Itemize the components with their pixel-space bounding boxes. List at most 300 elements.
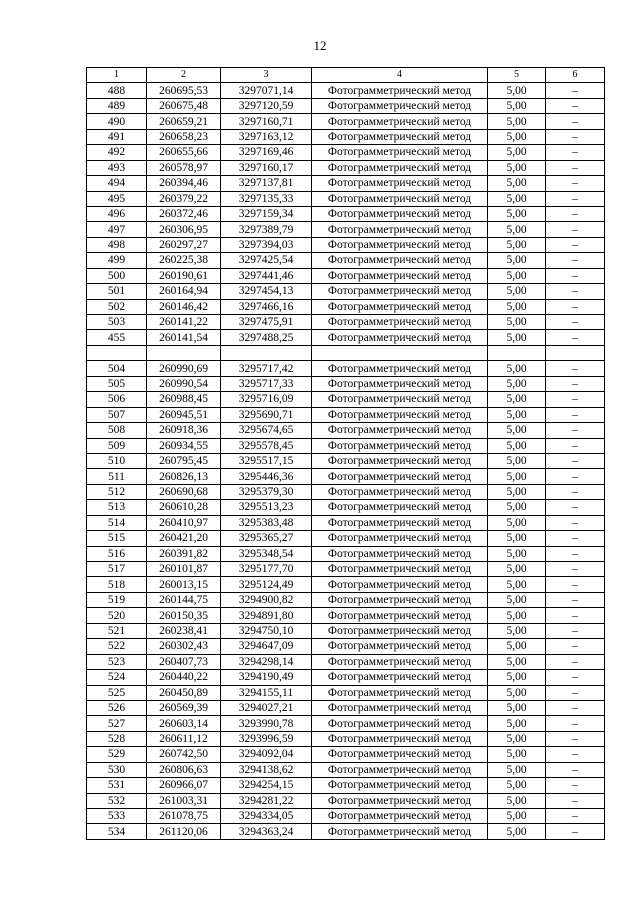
table-cell: 3297137,81 xyxy=(221,176,312,191)
table-cell: – xyxy=(546,315,605,330)
table-row xyxy=(87,639,605,654)
table-cell: – xyxy=(546,407,605,422)
table-row xyxy=(87,531,605,546)
table-cell: 260146,42 xyxy=(147,299,221,314)
table-cell: – xyxy=(546,392,605,407)
table-row xyxy=(87,176,605,191)
table-cell: 260806,63 xyxy=(147,762,221,777)
table-cell xyxy=(546,345,605,360)
table-cell: – xyxy=(546,191,605,206)
table-cell: 260440,22 xyxy=(147,670,221,685)
column-header: 2 xyxy=(147,68,221,83)
table-cell: 3294027,21 xyxy=(221,700,312,715)
table-cell: – xyxy=(546,592,605,607)
table-cell: 261003,31 xyxy=(147,793,221,808)
table-row xyxy=(87,515,605,530)
table-cell: 3295379,30 xyxy=(221,484,312,499)
table-cell: 3294334,05 xyxy=(221,809,312,824)
table-cell: 509 xyxy=(87,438,147,453)
table-cell: 517 xyxy=(87,562,147,577)
table-cell: 3297466,16 xyxy=(221,299,312,314)
table-cell: 3294092,04 xyxy=(221,747,312,762)
column-header: 1 xyxy=(87,68,147,83)
table-cell: Фотограмметрический метод xyxy=(312,639,488,654)
table-row xyxy=(87,407,605,422)
table-row xyxy=(87,438,605,453)
table-cell: 3294900,82 xyxy=(221,592,312,607)
table-cell: 260675,48 xyxy=(147,98,221,113)
table-cell: 5,00 xyxy=(488,284,546,299)
table-row xyxy=(87,778,605,793)
table-cell: – xyxy=(546,176,605,191)
table-cell: 5,00 xyxy=(488,793,546,808)
table-row xyxy=(87,299,605,314)
table-cell: 500 xyxy=(87,268,147,283)
table-cell: 520 xyxy=(87,608,147,623)
table-cell: – xyxy=(546,577,605,592)
table-cell: 260297,27 xyxy=(147,237,221,252)
table-cell: 260918,36 xyxy=(147,423,221,438)
table-cell: Фотограмметрический метод xyxy=(312,376,488,391)
table-cell: 5,00 xyxy=(488,716,546,731)
table-cell: – xyxy=(546,747,605,762)
table-cell: 529 xyxy=(87,747,147,762)
table-cell: 3295177,70 xyxy=(221,562,312,577)
table-cell: 260450,89 xyxy=(147,685,221,700)
table-cell: 3293990,78 xyxy=(221,716,312,731)
table-cell: 3297454,13 xyxy=(221,284,312,299)
table-cell: 3295365,27 xyxy=(221,531,312,546)
table-cell: 260306,95 xyxy=(147,222,221,237)
table-cell: 5,00 xyxy=(488,453,546,468)
table-cell: Фотограмметрический метод xyxy=(312,145,488,160)
table-cell: Фотограмметрический метод xyxy=(312,114,488,129)
table-row xyxy=(87,592,605,607)
table-cell: 3295446,36 xyxy=(221,469,312,484)
table-row xyxy=(87,237,605,252)
table-cell: Фотограмметрический метод xyxy=(312,670,488,685)
table-row xyxy=(87,654,605,669)
column-header: 4 xyxy=(312,68,488,83)
table-cell: 5,00 xyxy=(488,685,546,700)
table-cell: 260379,22 xyxy=(147,191,221,206)
table-cell: 260934,55 xyxy=(147,438,221,453)
table-cell: 499 xyxy=(87,253,147,268)
table-cell: 503 xyxy=(87,315,147,330)
table-cell: 496 xyxy=(87,206,147,221)
table-cell: 260372,46 xyxy=(147,206,221,221)
table-cell xyxy=(147,345,221,360)
table-cell: 531 xyxy=(87,778,147,793)
table-cell: 260990,54 xyxy=(147,376,221,391)
table-cell: 521 xyxy=(87,623,147,638)
table-row xyxy=(87,793,605,808)
table-cell: 3297394,03 xyxy=(221,237,312,252)
table-cell: Фотограмметрический метод xyxy=(312,361,488,376)
table-cell: 260144,75 xyxy=(147,592,221,607)
table-row xyxy=(87,608,605,623)
table-cell: 260394,46 xyxy=(147,176,221,191)
page-number: 12 xyxy=(313,38,327,53)
table-cell: 489 xyxy=(87,98,147,113)
table-cell: 3295513,23 xyxy=(221,500,312,515)
table-cell: Фотограмметрический метод xyxy=(312,546,488,561)
table-row xyxy=(87,546,605,561)
table-cell: Фотограмметрический метод xyxy=(312,608,488,623)
table-cell xyxy=(488,345,546,360)
table-cell: 512 xyxy=(87,484,147,499)
table-cell: 3294750,10 xyxy=(221,623,312,638)
table-cell: 508 xyxy=(87,423,147,438)
table-cell: 501 xyxy=(87,284,147,299)
table-cell: 260141,54 xyxy=(147,330,221,345)
table-cell: 3294281,22 xyxy=(221,793,312,808)
table-row xyxy=(87,206,605,221)
table-cell: – xyxy=(546,546,605,561)
table-cell: 3295383,48 xyxy=(221,515,312,530)
table-cell: – xyxy=(546,639,605,654)
table-cell: – xyxy=(546,129,605,144)
table-cell: – xyxy=(546,809,605,824)
table-cell: Фотограмметрический метод xyxy=(312,793,488,808)
table-cell: – xyxy=(546,361,605,376)
table-cell: Фотограмметрический метод xyxy=(312,654,488,669)
table-cell: 260795,45 xyxy=(147,453,221,468)
table-cell: 260695,53 xyxy=(147,83,221,98)
table-cell: 513 xyxy=(87,500,147,515)
table-cell: – xyxy=(546,515,605,530)
table-cell: 260569,39 xyxy=(147,700,221,715)
table-cell: Фотограмметрический метод xyxy=(312,330,488,345)
table-cell: 527 xyxy=(87,716,147,731)
table-row xyxy=(87,469,605,484)
table-cell: 5,00 xyxy=(488,392,546,407)
table-cell: Фотограмметрический метод xyxy=(312,83,488,98)
table-cell: 5,00 xyxy=(488,747,546,762)
table-cell: 260658,23 xyxy=(147,129,221,144)
table-cell: 534 xyxy=(87,824,147,839)
table-cell: 5,00 xyxy=(488,623,546,638)
table-cell: 5,00 xyxy=(488,824,546,839)
table-cell: Фотограмметрический метод xyxy=(312,315,488,330)
table-cell: Фотограмметрический метод xyxy=(312,747,488,762)
table-cell: 495 xyxy=(87,191,147,206)
table-row xyxy=(87,824,605,839)
table-cell: 5,00 xyxy=(488,129,546,144)
table-cell: Фотограмметрический метод xyxy=(312,284,488,299)
table-cell: 260302,43 xyxy=(147,639,221,654)
table-cell: 492 xyxy=(87,145,147,160)
table-cell: 3294190,49 xyxy=(221,670,312,685)
table-cell: – xyxy=(546,654,605,669)
table-cell: 260990,69 xyxy=(147,361,221,376)
table-row xyxy=(87,809,605,824)
table-row xyxy=(87,762,605,777)
table-cell xyxy=(312,345,488,360)
table-cell: – xyxy=(546,253,605,268)
table-cell: 5,00 xyxy=(488,376,546,391)
table-cell: 5,00 xyxy=(488,515,546,530)
table-cell: – xyxy=(546,670,605,685)
table-cell: 3297169,46 xyxy=(221,145,312,160)
table-cell: 515 xyxy=(87,531,147,546)
table-cell: 490 xyxy=(87,114,147,129)
table-cell: 260742,50 xyxy=(147,747,221,762)
table-row xyxy=(87,453,605,468)
table-row-separator xyxy=(87,345,605,360)
table-cell: 260966,07 xyxy=(147,778,221,793)
table-cell: Фотограмметрический метод xyxy=(312,623,488,638)
table-cell: Фотограмметрический метод xyxy=(312,191,488,206)
table-cell: – xyxy=(546,423,605,438)
table-cell: – xyxy=(546,778,605,793)
table-cell: – xyxy=(546,206,605,221)
table-cell: 5,00 xyxy=(488,237,546,252)
table-cell: Фотограмметрический метод xyxy=(312,129,488,144)
table-cell: 3295674,65 xyxy=(221,423,312,438)
table-cell: 5,00 xyxy=(488,562,546,577)
table-cell: 5,00 xyxy=(488,361,546,376)
table-cell: 260410,97 xyxy=(147,515,221,530)
table-cell: 497 xyxy=(87,222,147,237)
table-row xyxy=(87,253,605,268)
table-cell: – xyxy=(546,160,605,175)
table-cell: 3297425,54 xyxy=(221,253,312,268)
table-cell: 504 xyxy=(87,361,147,376)
table-cell: 3294138,62 xyxy=(221,762,312,777)
table-row xyxy=(87,222,605,237)
table-cell: – xyxy=(546,731,605,746)
table-cell: 5,00 xyxy=(488,639,546,654)
table-cell: – xyxy=(546,438,605,453)
table-row xyxy=(87,145,605,160)
table-cell: Фотограмметрический метод xyxy=(312,176,488,191)
table-cell: 3295348,54 xyxy=(221,546,312,561)
table-cell: 494 xyxy=(87,176,147,191)
table-cell: Фотограмметрический метод xyxy=(312,531,488,546)
table-cell: 260238,41 xyxy=(147,623,221,638)
table-cell: 5,00 xyxy=(488,145,546,160)
table-cell: 488 xyxy=(87,83,147,98)
table-body xyxy=(87,83,605,839)
table-cell: 5,00 xyxy=(488,546,546,561)
table-cell: Фотограмметрический метод xyxy=(312,809,488,824)
table-cell: 5,00 xyxy=(488,592,546,607)
table-cell: 3297160,71 xyxy=(221,114,312,129)
table-row xyxy=(87,670,605,685)
table-row xyxy=(87,747,605,762)
table-cell: 5,00 xyxy=(488,407,546,422)
table-cell: 5,00 xyxy=(488,438,546,453)
table-cell: 5,00 xyxy=(488,500,546,515)
table-row xyxy=(87,98,605,113)
table-cell: 524 xyxy=(87,670,147,685)
table-cell: – xyxy=(546,330,605,345)
table-cell: 532 xyxy=(87,793,147,808)
table-cell: 260101,87 xyxy=(147,562,221,577)
table-cell: 5,00 xyxy=(488,253,546,268)
table-cell: 516 xyxy=(87,546,147,561)
table-cell: 260603,14 xyxy=(147,716,221,731)
table-row xyxy=(87,731,605,746)
table-cell: 260826,13 xyxy=(147,469,221,484)
table-cell: 261120,06 xyxy=(147,824,221,839)
table-cell: 5,00 xyxy=(488,731,546,746)
table-cell: 5,00 xyxy=(488,191,546,206)
table-row xyxy=(87,83,605,98)
table-cell: 3295517,15 xyxy=(221,453,312,468)
table-cell: 260659,21 xyxy=(147,114,221,129)
table-cell: Фотограмметрический метод xyxy=(312,222,488,237)
table-cell: 260407,73 xyxy=(147,654,221,669)
table-row xyxy=(87,330,605,345)
table-cell: Фотограмметрический метод xyxy=(312,268,488,283)
table-cell: 5,00 xyxy=(488,176,546,191)
table-cell: 514 xyxy=(87,515,147,530)
table-row xyxy=(87,716,605,731)
table-cell: 3293996,59 xyxy=(221,731,312,746)
table-cell: 3297120,59 xyxy=(221,98,312,113)
table-cell: 5,00 xyxy=(488,762,546,777)
column-header: 5 xyxy=(488,68,546,83)
table-cell: Фотограмметрический метод xyxy=(312,453,488,468)
table-cell: 5,00 xyxy=(488,160,546,175)
table-cell: – xyxy=(546,299,605,314)
table-cell: 3297071,14 xyxy=(221,83,312,98)
table-cell: Фотограмметрический метод xyxy=(312,515,488,530)
table-cell: 507 xyxy=(87,407,147,422)
table-cell: 3295716,09 xyxy=(221,392,312,407)
table-cell: Фотограмметрический метод xyxy=(312,592,488,607)
table-row xyxy=(87,500,605,515)
table-cell: Фотограмметрический метод xyxy=(312,577,488,592)
table-cell: 519 xyxy=(87,592,147,607)
table-cell: – xyxy=(546,284,605,299)
table-cell: Фотограмметрический метод xyxy=(312,685,488,700)
table-cell: 5,00 xyxy=(488,315,546,330)
table-cell: 518 xyxy=(87,577,147,592)
table-cell: 505 xyxy=(87,376,147,391)
table-cell: Фотограмметрический метод xyxy=(312,731,488,746)
table-cell: Фотограмметрический метод xyxy=(312,392,488,407)
table-cell: Фотограмметрический метод xyxy=(312,98,488,113)
table-row xyxy=(87,562,605,577)
table-cell: – xyxy=(546,700,605,715)
table-cell: – xyxy=(546,268,605,283)
table-cell: 5,00 xyxy=(488,469,546,484)
table-cell: – xyxy=(546,500,605,515)
table-row xyxy=(87,114,605,129)
table-cell: 3295717,42 xyxy=(221,361,312,376)
table-cell: 260150,35 xyxy=(147,608,221,623)
table-cell: 5,00 xyxy=(488,778,546,793)
table-cell: 533 xyxy=(87,809,147,824)
table-cell: 261078,75 xyxy=(147,809,221,824)
table-cell: Фотограмметрический метод xyxy=(312,700,488,715)
table-cell: 455 xyxy=(87,330,147,345)
table-cell: Фотограмметрический метод xyxy=(312,716,488,731)
table-cell: – xyxy=(546,562,605,577)
table-cell: – xyxy=(546,608,605,623)
table-cell: – xyxy=(546,237,605,252)
table-row xyxy=(87,392,605,407)
table-cell: – xyxy=(546,716,605,731)
table-cell: 5,00 xyxy=(488,531,546,546)
table-cell: 260421,20 xyxy=(147,531,221,546)
table-cell: 5,00 xyxy=(488,700,546,715)
table-cell: – xyxy=(546,83,605,98)
table-row xyxy=(87,376,605,391)
table-row xyxy=(87,268,605,283)
table-cell: 5,00 xyxy=(488,423,546,438)
table-row xyxy=(87,423,605,438)
table-cell: 260945,51 xyxy=(147,407,221,422)
table-cell: 5,00 xyxy=(488,670,546,685)
table-cell: 506 xyxy=(87,392,147,407)
column-header: 3 xyxy=(221,68,312,83)
table-cell: 260690,68 xyxy=(147,484,221,499)
table-cell: 3297159,34 xyxy=(221,206,312,221)
table-cell: 5,00 xyxy=(488,654,546,669)
table-cell: 5,00 xyxy=(488,114,546,129)
table-cell: – xyxy=(546,453,605,468)
coordinates-table xyxy=(86,67,605,840)
table-cell: 3297488,25 xyxy=(221,330,312,345)
table-row xyxy=(87,160,605,175)
table-cell: 260655,66 xyxy=(147,145,221,160)
table-cell: – xyxy=(546,531,605,546)
table-row xyxy=(87,700,605,715)
table-cell: 523 xyxy=(87,654,147,669)
table-cell: 530 xyxy=(87,762,147,777)
table-cell: 260391,82 xyxy=(147,546,221,561)
table-cell: 522 xyxy=(87,639,147,654)
table-cell: 3295690,71 xyxy=(221,407,312,422)
table-cell: – xyxy=(546,98,605,113)
table-cell: Фотограмметрический метод xyxy=(312,469,488,484)
table-cell: 498 xyxy=(87,237,147,252)
table-row xyxy=(87,623,605,638)
table-cell: 3297441,46 xyxy=(221,268,312,283)
table-row xyxy=(87,577,605,592)
table-cell: 3294363,24 xyxy=(221,824,312,839)
table-cell: 5,00 xyxy=(488,299,546,314)
table-cell: – xyxy=(546,685,605,700)
table-cell: Фотограмметрический метод xyxy=(312,438,488,453)
table-cell: 260611,12 xyxy=(147,731,221,746)
table-row xyxy=(87,129,605,144)
table-cell: 260988,45 xyxy=(147,392,221,407)
table-cell: Фотограмметрический метод xyxy=(312,762,488,777)
table-cell: 260610,28 xyxy=(147,500,221,515)
table-cell: – xyxy=(546,824,605,839)
table-cell xyxy=(221,345,312,360)
table-cell: – xyxy=(546,469,605,484)
table-cell: Фотограмметрический метод xyxy=(312,778,488,793)
table-cell: 3295578,45 xyxy=(221,438,312,453)
table-cell: 3297160,17 xyxy=(221,160,312,175)
table-cell: 260164,94 xyxy=(147,284,221,299)
table-cell: Фотограмметрический метод xyxy=(312,206,488,221)
table-cell: Фотограмметрический метод xyxy=(312,500,488,515)
table-cell: Фотограмметрический метод xyxy=(312,253,488,268)
table-cell: 5,00 xyxy=(488,484,546,499)
table-cell: 5,00 xyxy=(488,330,546,345)
table-cell: 3297475,91 xyxy=(221,315,312,330)
table-row xyxy=(87,361,605,376)
table-cell: – xyxy=(546,376,605,391)
table-cell: 260225,38 xyxy=(147,253,221,268)
